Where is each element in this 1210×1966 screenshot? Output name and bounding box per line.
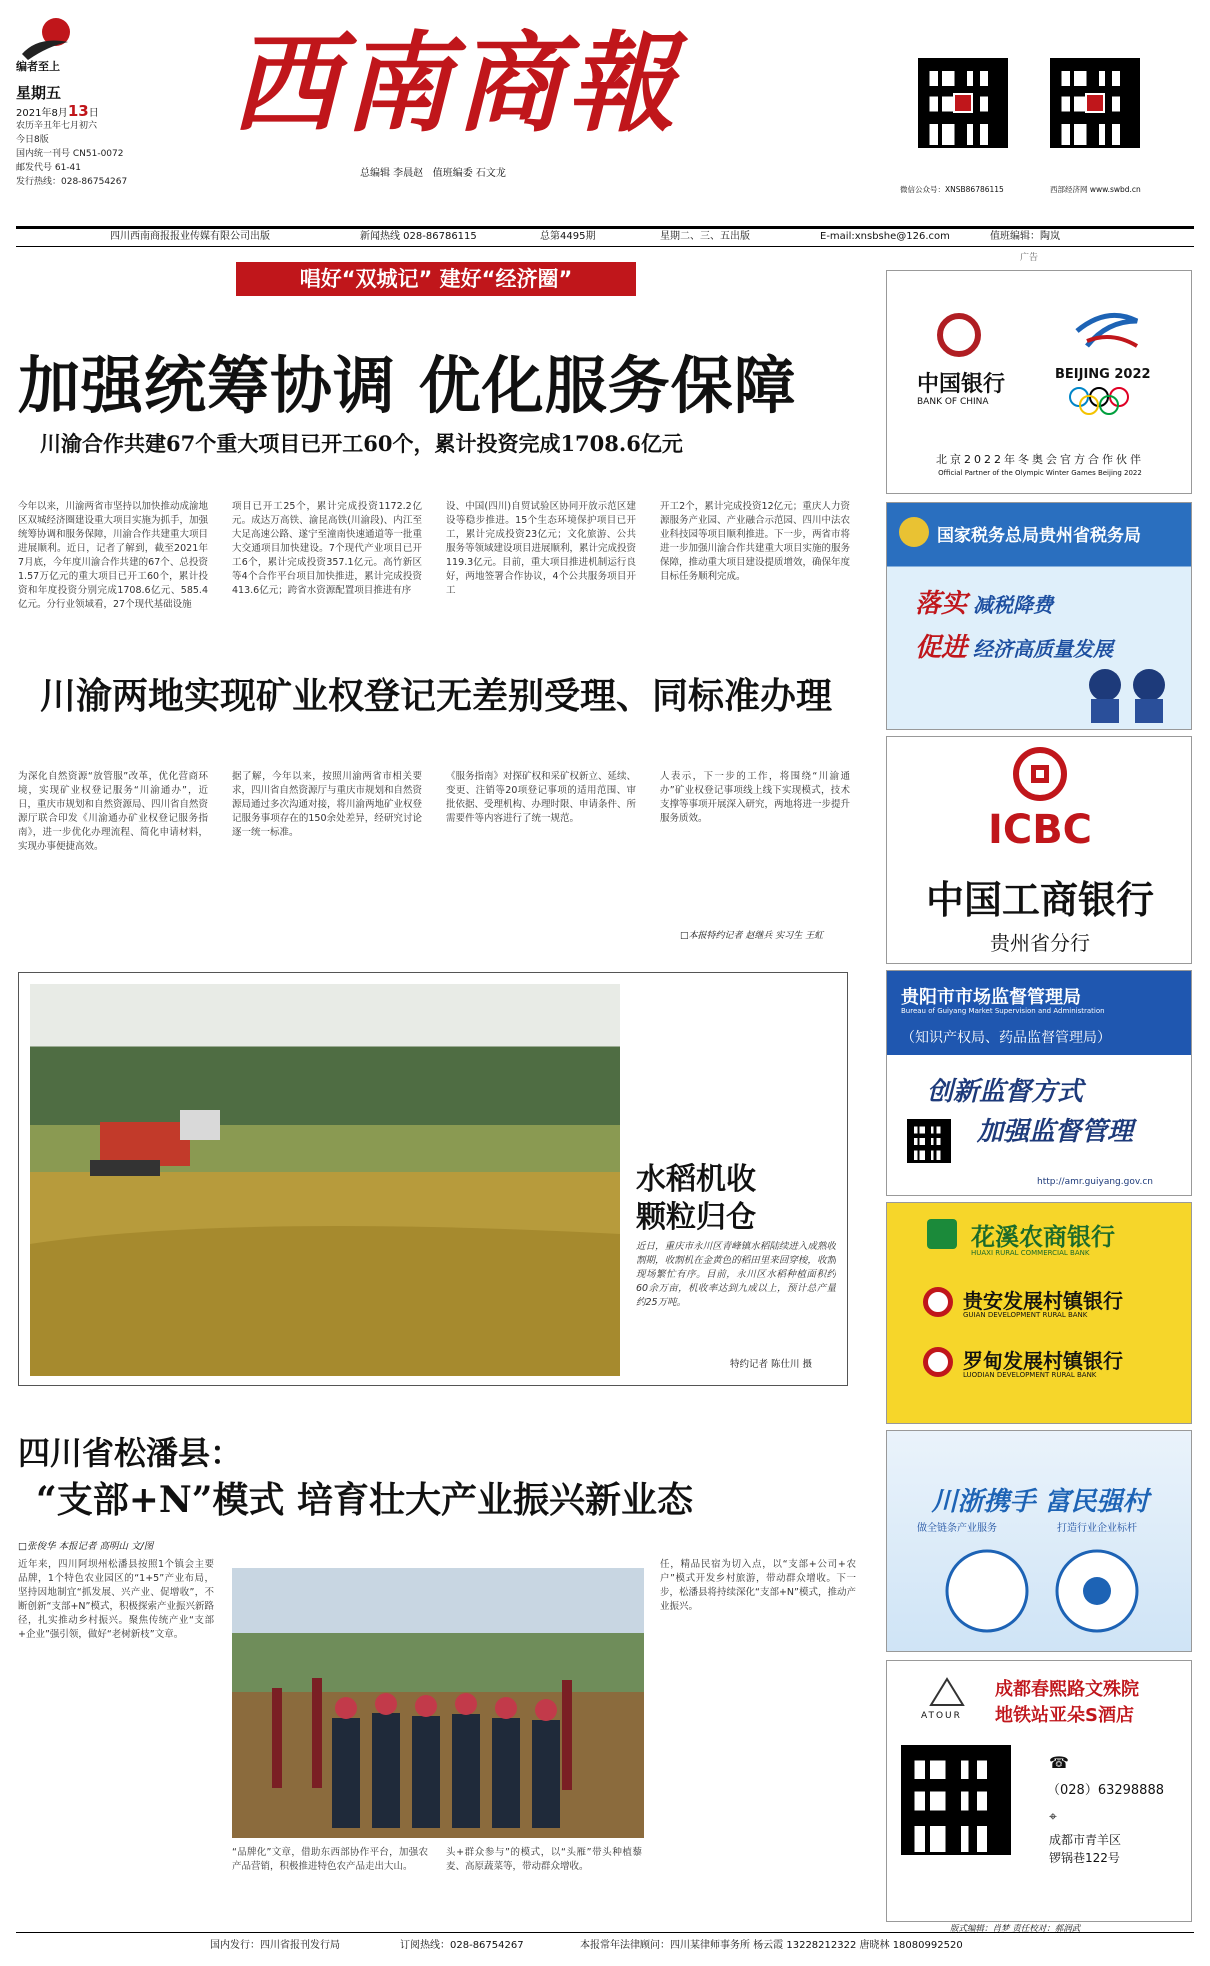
hotel-title-1: 成都春熙路文殊院 [995,1679,1139,1700]
duty-editor: 值班编委 石文龙 [432,168,506,179]
qr-website-caption: 西部经济网 www.swbd.cn [1050,185,1141,194]
second-column: 《服务指南》对探矿权和采矿权新立、延续、变更、注销等20项登记事项的适用范围、审批依据、受理机构、办理时限、申请条件、所需要件等内容进行了统一规范。 [446,771,636,824]
zj-sub-1: 做全链条产业服务 [917,1523,997,1534]
huaxi-bank-name: 花溪农商银行 [971,1223,1115,1251]
tax-slogan-2 [915,627,1113,664]
issn: 国内统一刊号 CN51-0072 [16,149,124,159]
guian-bank-name: 贵安发展村镇银行 [963,1289,1123,1313]
info-publisher: 四川西南商报报业传媒有限公司出版 [110,231,270,242]
qr-logo-icon [1085,93,1105,113]
hotel-address-1: 成都市青羊区 [1049,1833,1122,1847]
lead-column: 今年以来，川渝两省市坚持以加快推动成渝地区双城经济圈建设重大项目实施为抓手，加强统筹协调和服务保障，川渝合作共建重大项目进展顺利。近日，记者了解到，截至2021年7月底，今年度川渝合作共建的67个、总投资1.57万亿元的重大项目已开工60个，累计投资和年度投资分别完成1708.6亿元、585.4亿元。分行业领域看，27个现代基础设施 [18,501,208,610]
zj-diagram-icon [927,1541,1157,1641]
bottom-subscription: 订阅热线：028-86754267 [400,1940,524,1951]
zj-title: 川浙携手 富民强村 [931,1487,1149,1517]
tax-slogan-1 [915,583,1053,620]
info-email: E-mail:xnsbshe@126.com [820,231,950,242]
tax-ad [886,502,1192,730]
second-column: 据了解，今年以来，按照川渝两省市相关要求，四川省自然资源厅与重庆市规划和自然资源局通过多次沟通对接，将川渝两地矿业权登记服务事项存在的150余处差异，经研究讨论逐一统一标准。 [232,771,422,838]
lunar-date: 农历辛丑年七月初六 [16,121,98,131]
second-column: 为深化自然资源“放管服”改革，优化营商环境，实现矿业权登记服务“川渝通办”，近日，重庆市规划和自然资源局、四川省自然资源厅联合印发《川渝通办矿业权登记服务指南》，进一步优化办理流程、简化申请材料，实现办事便捷高效。 [18,771,208,852]
third-byline: □张俊华 本报记者 高明山 文/图 [18,1541,154,1552]
tax-slogan-1b: 减税降费 [973,593,1054,617]
lead-subhead: 川渝合作共建67个重大项目已开工60个，累计投资完成1708.6亿元 [40,431,683,456]
third-column: 头+群众参与”的模式，以“头雁”带头种植藜麦、高原蔬菜等，带动群众增收。 [446,1847,642,1872]
tax-slogan-2b: 经济高质量发展 [973,637,1114,661]
boc-name-en: BANK OF CHINA [917,397,989,407]
postal-code: 邮发代号 61-41 [16,163,82,173]
icbc-name: 中国工商银行 [925,877,1154,922]
tax-mascot-icon [1077,663,1177,723]
date-prefix: 2021年8月 [16,108,68,119]
boc-partner-line: 北京2022年冬奥会官方合作伙伴 [936,453,1144,466]
boc-name: 中国银行 [917,371,1006,397]
hotel-title-2: 地铁站亚朵S酒店 [995,1705,1134,1726]
icbc-logo-icon [1013,747,1067,801]
atour-logo-icon [927,1677,967,1707]
market-slogan-2: 加强监督管理 [977,1117,1134,1147]
qr-wechat-caption: 微信公众号：XNSB86786115 [900,185,1004,194]
lead-headline: 加强统筹协调 优化服务保障 [18,349,797,422]
bottom-legal: 本报常年法律顾问：四川某律师事务所 杨云霞 13228212322 唐晓林 18080992520 [580,1940,963,1951]
second-column: 人表示，下一步的工作，将围绕“川渝通办”矿业权登记事项线上线下实现模式，技术支撑等事项开展深入研究，两地将进一步提升服务质效。 [660,771,850,824]
brand-logo [18,14,78,64]
lead-column: 设、中国(四川)自贸试验区协同开放示范区建设等稳步推进。15个生态环境保护项目已开工，累计完成投资23亿元；文化旅游、公共服务等领域建设项目进展顺利，累计完成投资119.3亿元。目前，重大项目推进机制运行良好，两地签署合作协议，4个公共服务项目开工 [446,501,636,596]
photo-title-line1: 水稻机收 [636,1162,756,1197]
market-slogan-1: 创新监督方式 [927,1077,1084,1107]
zj-sub-2: 打造行业企业标杆 [1057,1523,1137,1534]
market-supervision-ad [886,970,1192,1196]
third-column: “品牌化”文章，借助东西部协作平台，加强农产品营销，积极推进特色农产品走出大山。 [232,1847,428,1872]
beijing-emblem-icon [1067,301,1147,361]
delivery-hotline: 发行热线：028-86754267 [16,177,128,187]
huaxi-logo-icon [927,1219,957,1249]
boc-logo-icon [937,313,981,357]
top-rule [16,226,1194,229]
campaign-banner: 唱好“双城记” 建好“经济圈” [236,262,636,296]
market-subtitle: （知识产权局、药品监督管理局） [901,1030,1111,1046]
icbc-branch: 贵州省分行 [990,931,1090,955]
second-byline: □本报特约记者 赵继兵 实习生 王虹 [680,931,824,941]
info-hotline: 新闻热线 028-86786115 [360,231,477,242]
lead-column: 项目已开工25个，累计完成投资1172.2亿元。成达万高铁、渝昆高铁(川渝段)、内江至大足高速公路、遂宁至潼南快速通道等一批重大交通项目加快建设。7个现代产业项目已开工6个，累计完成投资357.1亿元。高竹新区等4个合作平台项目加快推进，累计完成投资413.6亿元；跨省水资源配置项目推进有序 [232,501,422,596]
market-url: http://amr.guiyang.gov.cn [1037,1177,1153,1187]
info-bar-rule [16,246,1194,247]
page-count: 今日8版 [16,135,49,145]
rice-harvest-photo [30,984,620,1376]
brand-motto: 编者至上 [16,60,60,73]
luodian-logo-icon [923,1347,953,1377]
lead-column: 开工2个，累计完成投资12亿元；重庆人力资源服务产业园、产业融合示范园、四川中法农业科技园等项目顺利推进。下一步，两省市将进一步加强川渝合作共建重大项目实施的服务保障，推动重大项目建设提质增效，确保年度目标任务顺利完成。 [660,501,850,582]
third-column: 近年来，四川阿坝州松潘县按照1个镇会主要品牌，1个特色农业园区的“1+5”产业布局，坚持因地制宜“抓发展、兴产业、促增收”，不断创新“支部+N”模式，积极探索产业振兴新路径，扎实推动乡村振兴。聚焦传统产业“支部+企业”强引领，做好“老树新枝”文章。 [18,1559,214,1640]
luodian-bank-name: 罗甸发展村镇银行 [963,1349,1123,1373]
info-schedule: 星期二、三、五出版 [660,231,750,242]
third-kicker: 四川省松潘县： [18,1434,243,1472]
date-suffix: 日 [88,108,99,119]
info-issue: 总第4495期 [540,231,596,242]
third-headline: “支部+N”模式 培育壮大产业振兴新业态 [36,1479,694,1521]
photo-caption: 近日，重庆市永川区青峰镇水稻陆续进入成熟收割期，收割机在金黄色的稻田里来回穿梭，收割现场繁忙有序。目前，永川区水稻种植面积约60余万亩，机收率达到九成以上，预计总产量约25万吨。 [636,1241,836,1308]
tax-title: 国家税务总局贵州省税务局 [937,526,1141,546]
date-day: 13 [67,102,89,120]
rural-banks-ad [886,1202,1192,1424]
photo-credit: 特约记者 陈仕川 摄 [730,1359,813,1370]
hotel-qr-icon [901,1745,1011,1855]
layout-credit: 版式编辑：肖梦 责任校对：郝润武 [950,1924,1081,1934]
tax-emblem-icon [899,517,929,547]
bottom-distribution: 国内发行：四川省报刊发行局 [210,1940,340,1951]
tax-slogan-2a: 促进 [915,633,968,663]
boc-partner-line-en: Official Partner of the Olympic Winter Games Beijing 2022 [938,469,1142,477]
newspaper-title: 西南商報 [230,21,679,147]
icbc-ad [886,736,1192,964]
hotel-ad [886,1660,1192,1922]
info-duty-editor: 值班编辑：陶岚 [990,231,1060,242]
qr-logo-icon [953,93,973,113]
beijing-2022: BEIJING 2022 [1055,367,1151,382]
hotel-phone: （028）63298888 [1047,1783,1164,1798]
weekday: 星期五 [16,84,62,102]
location-icon: ⌖ [1049,1809,1057,1825]
market-qr-icon [907,1119,951,1163]
hotel-address-2: 锣锅巷122号 [1049,1851,1120,1865]
ad-label: 广告 [1020,253,1039,263]
luodian-bank-name-en: LUODIAN DEVELOPMENT RURAL BANK [963,1371,1097,1379]
village-group-photo [232,1568,644,1838]
photo-title-line2: 颗粒归仓 [636,1200,756,1235]
icbc-logo-text: ICBC [987,807,1093,853]
hotel-brand: ATOUR [921,1711,962,1721]
guian-bank-name-en: GUIAN DEVELOPMENT RURAL BANK [963,1311,1088,1319]
chief-editor: 总编辑 李晨赵 [360,168,424,179]
third-column: 任，精品民宿为切入点，以“支部+公司+农户”模式开发乡村旅游，带动群众增收。下一步，松潘县将持续深化“支部+N”模式，推动产业振兴。 [660,1559,856,1612]
market-title-en: Bureau of Guiyang Market Supervision and Administration [901,1007,1105,1015]
editor-list [360,164,660,179]
olympic-rings-icon [1065,385,1155,419]
phone-icon: ☎ [1049,1753,1069,1772]
market-title: 贵阳市市场监督管理局 [901,987,1081,1008]
boc-ad [886,270,1192,494]
guian-logo-icon [923,1287,953,1317]
tax-slogan-1a: 落实 [915,589,968,619]
second-headline: 川渝两地实现矿业权登记无差别受理、同标准办理 [40,675,833,717]
huaxi-bank-name-en: HUAXI RURAL COMMERCIAL BANK [971,1249,1090,1257]
date [16,102,99,120]
zhejiang-ad [886,1430,1192,1652]
